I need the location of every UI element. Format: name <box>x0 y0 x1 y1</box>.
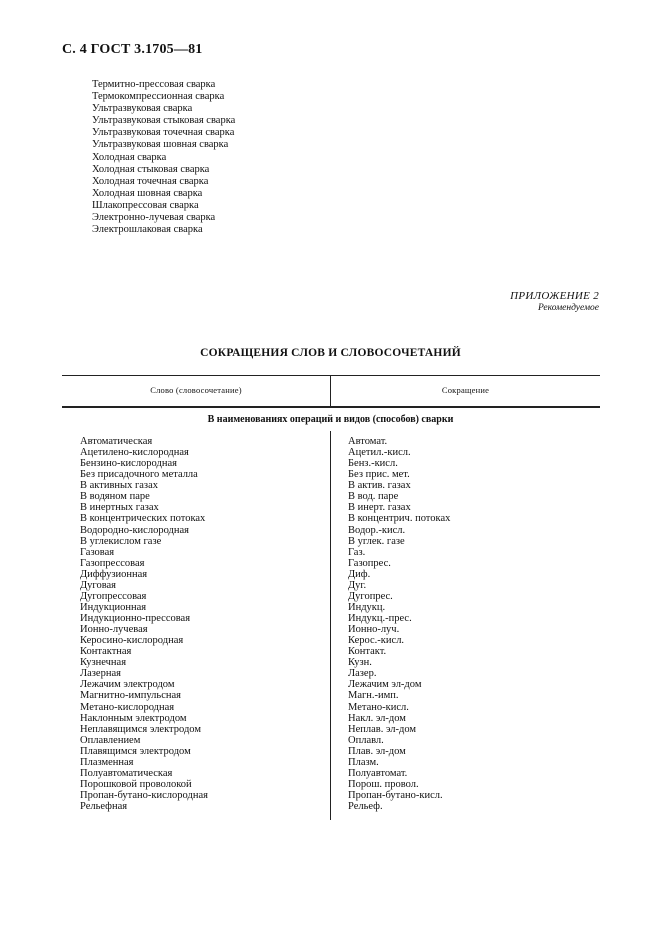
table-cell-word: Полуавтоматическая <box>80 767 173 779</box>
list-item: Термитно-прессовая сварка <box>92 79 216 90</box>
table-cell-word: Дугопрессовая <box>80 590 147 602</box>
table-cell-abbreviation: Диф. <box>348 568 371 580</box>
table-cell-abbreviation: В вод. паре <box>348 491 399 503</box>
table-cell-word: Плавящимся электродом <box>80 745 191 757</box>
column-header-abbreviation: Сокращение <box>441 385 490 395</box>
table-cell-abbreviation: Без прис. мет. <box>348 469 410 481</box>
table-cell-word: Индукционная <box>80 601 147 613</box>
table-cell-abbreviation: Газопрес. <box>348 557 391 569</box>
table-cell-abbreviation: Рельеф. <box>348 801 383 813</box>
table-cell-abbreviation: Пропан-бутано-кисл. <box>348 790 443 801</box>
table-cell-abbreviation: Ацетил.-кисл. <box>348 447 411 459</box>
appendix-subtitle: Рекомендуемое <box>537 303 599 313</box>
list-item: Шлакопрессовая сварка <box>92 199 199 211</box>
list-item: Холодная шовная сварка <box>92 187 203 199</box>
table-cell-abbreviation: Порош. провол. <box>348 778 419 790</box>
abbreviation-column <box>348 436 450 812</box>
table-cell-word: Пропан-бутано-кислородная <box>80 790 208 801</box>
table-cell-word: Диффузионная <box>80 568 148 580</box>
welding-types-list <box>92 79 235 236</box>
list-item: Холодная сварка <box>92 151 167 163</box>
appendix-title: ПРИЛОЖЕНИЕ 2 <box>510 290 599 302</box>
table-cell-abbreviation: Лежачим эл-дом <box>348 679 422 691</box>
table-cell-word: Кузнечная <box>80 657 127 669</box>
appendix-label <box>510 290 599 313</box>
table-cell-abbreviation: Оплавл. <box>348 734 384 746</box>
table-cell-abbreviation: Лазер. <box>348 668 377 680</box>
table-cell-abbreviation: Бенз.-кисл. <box>348 458 398 470</box>
word-column <box>80 436 208 812</box>
table-cell-word: В углекислом газе <box>80 535 162 547</box>
table-cell-word: В водяном паре <box>80 491 150 503</box>
table-cell-abbreviation: Дугопрес. <box>348 590 393 602</box>
table-cell-word: Без присадочного металла <box>80 469 198 481</box>
table-cell-word: Керосино-кислородная <box>80 635 184 647</box>
table-cell-word: Лежачим электродом <box>80 679 175 691</box>
list-item: Ультразвуковая точечная сварка <box>92 127 235 139</box>
table-cell-abbreviation: Индукц.-прес. <box>348 613 412 624</box>
list-item: Ультразвуковая стыковая сварка <box>92 115 236 127</box>
table-cell-word: В активных газах <box>80 480 158 492</box>
table-cell-abbreviation: Газ. <box>348 546 366 558</box>
table-cell-word: Водородно-кислородная <box>80 524 189 536</box>
document-title: СОКРАЩЕНИЯ СЛОВ И СЛОВОСОЧЕТАНИЙ <box>200 347 461 359</box>
table-cell-abbreviation: Индукц. <box>348 601 386 613</box>
table-cell-abbreviation: Метано-кисл. <box>348 701 409 713</box>
table-cell-word: Контактная <box>80 646 132 658</box>
table-cell-abbreviation: Плав. эл-дом <box>348 745 406 757</box>
table-cell-abbreviation: Плазм. <box>348 756 379 768</box>
table-cell-word: Метано-кислородная <box>80 701 175 713</box>
page-header: С. 4 ГОСТ 3.1705—81 <box>62 42 203 57</box>
table-cell-abbreviation: Ионно-луч. <box>348 624 400 636</box>
table-cell-abbreviation: Водор.-кисл. <box>348 524 406 536</box>
table-cell-word: Дуговая <box>80 579 117 591</box>
table-cell-word: Порошковой проволокой <box>80 778 192 790</box>
table-cell-word: Плазменная <box>80 756 134 768</box>
table-body-divider <box>330 431 331 820</box>
table-cell-abbreviation: В углек. газе <box>348 535 405 547</box>
table-cell-abbreviation: Магн.-имп. <box>348 690 399 702</box>
table-cell-abbreviation: В концентрич. потоках <box>348 513 451 525</box>
table-top-rule <box>62 375 600 376</box>
table-cell-word: В инертных газах <box>80 502 159 514</box>
list-item: Ультразвуковая шовная сварка <box>92 139 229 151</box>
table-cell-word: В концентрических потоках <box>80 513 206 525</box>
table-cell-abbreviation: Кузн. <box>348 657 372 669</box>
list-item: Ультразвуковая сварка <box>92 103 193 115</box>
table-cell-word: Неплавящимся электродом <box>80 723 202 735</box>
table-cell-word: Индукционно-прессовая <box>80 613 191 624</box>
table-cell-abbreviation: Автомат. <box>348 436 388 447</box>
table-cell-word: Рельефная <box>80 801 128 813</box>
table-cell-word: Магнитно-импульсная <box>80 690 181 702</box>
table-cell-word: Автоматическая <box>80 436 153 447</box>
table-cell-abbreviation: Керос.-кисл. <box>348 635 405 647</box>
table-cell-word: Ацетилено-кислородная <box>80 447 189 459</box>
table-cell-word: Газовая <box>80 546 115 558</box>
list-item: Электронно-лучевая сварка <box>92 212 216 224</box>
list-item: Холодная стыковая сварка <box>92 163 210 175</box>
table-cell-abbreviation: Полуавтомат. <box>348 767 408 779</box>
table-cell-word: Газопрессовая <box>80 557 145 569</box>
table-cell-word: Ионно-лучевая <box>80 624 148 636</box>
table-cell-word: Оплавлением <box>80 734 141 746</box>
table-cell-abbreviation: Контакт. <box>348 646 387 658</box>
list-item: Электрошлаковая сварка <box>92 224 203 236</box>
table-cell-abbreviation: В инерт. газах <box>348 502 411 514</box>
table-cell-abbreviation: Неплав. эл-дом <box>348 723 417 735</box>
table-cell-word: Наклонным электродом <box>80 712 187 724</box>
list-item: Термокомпрессионная сварка <box>92 91 225 103</box>
table-section-heading: В наименованиях операций и видов (способов) сварки <box>207 414 454 425</box>
table-cell-abbreviation: Дуг. <box>348 579 367 591</box>
column-header-word: Слово (словосочетание) <box>150 385 242 395</box>
table-cell-abbreviation: Накл. эл-дом <box>348 712 406 724</box>
list-item: Холодная точечная сварка <box>92 175 209 187</box>
table-cell-word: Лазерная <box>80 668 121 680</box>
table-header-bottom-rule <box>62 406 600 408</box>
table-cell-abbreviation: В актив. газах <box>348 480 411 492</box>
table-cell-word: Бензино-кислородная <box>80 458 177 470</box>
